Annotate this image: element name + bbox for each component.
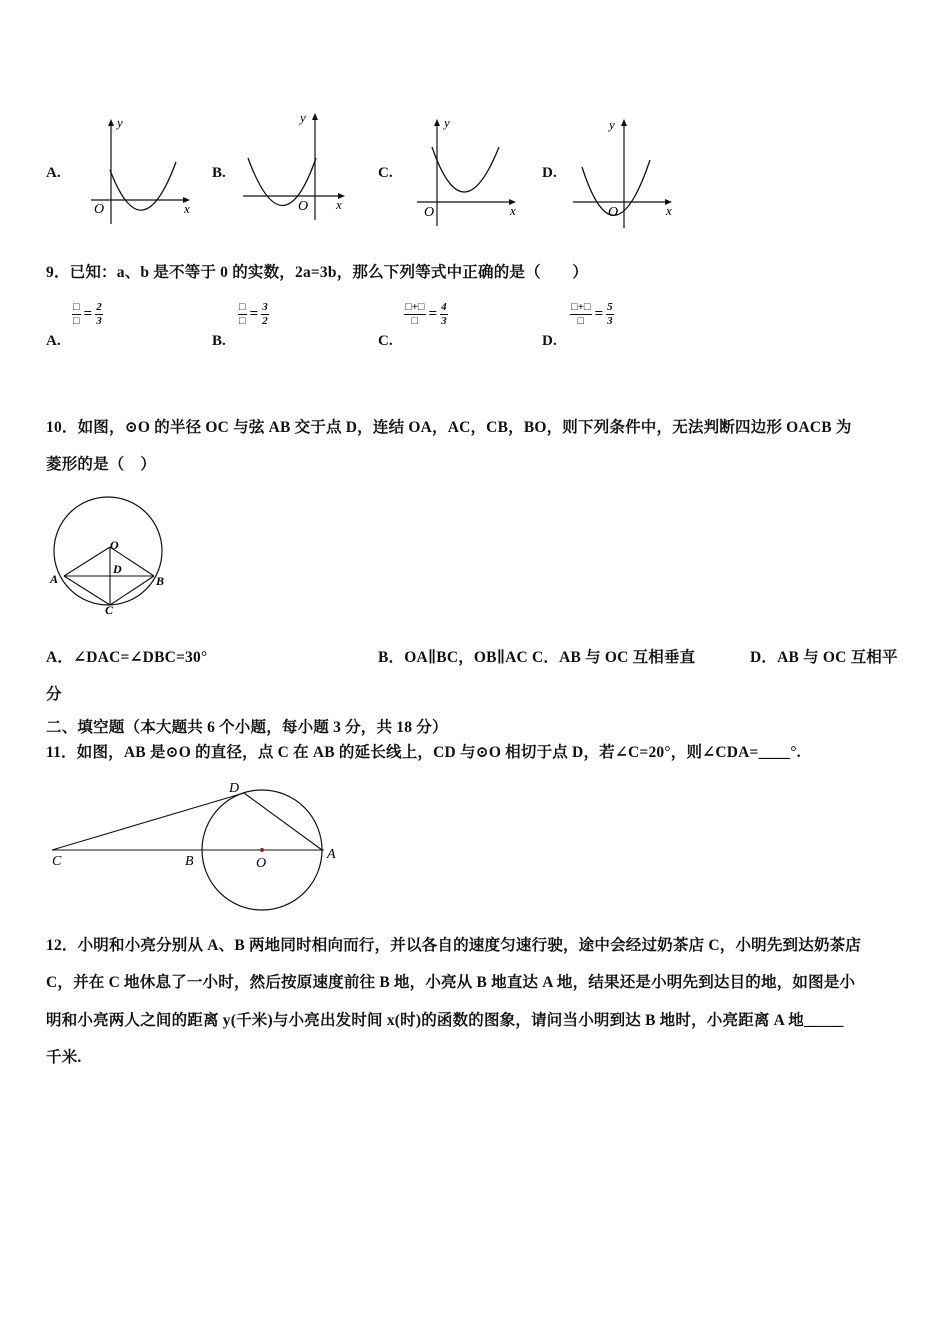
q9-option-c-label: C. <box>378 333 393 349</box>
q8-option-c-graph <box>412 112 524 230</box>
axis-y-label: y <box>444 115 450 130</box>
origin-label: O <box>608 205 619 220</box>
origin-label: O <box>94 202 105 217</box>
q8-option-b-label: B. <box>212 165 226 181</box>
q9-stem: 9．已知：a、b 是不等于 0 的实数，2a=3b，那么下列等式中正确的是（ ） <box>46 264 588 281</box>
q8-option-c-label: C. <box>378 165 393 181</box>
axis-y-label: y <box>117 115 123 130</box>
q8-option-d-label: D. <box>542 165 557 181</box>
q9-option-d-equation: □+□ □ = $\frac{5}{3}$ <box>571 301 613 327</box>
q10-option-d: D．AB 与 OC 互相平 <box>750 649 898 666</box>
q9-option-a-equation: □ □ = $\frac{2}{3}$ <box>73 301 102 327</box>
axis-x-label: x <box>184 201 190 216</box>
q9-option-a-label: A. <box>46 333 61 349</box>
axis-y-label: y <box>609 117 615 132</box>
axis-x-label: x <box>336 197 342 212</box>
q11-stem: 11．如图，AB 是⊙O 的直径，点 C 在 AB 的延长线上，CD 与⊙O 相切于点 D，若∠C=20°，则∠CDA=____°. <box>46 744 801 761</box>
q8-option-d-graph <box>568 112 680 230</box>
q9-option-b-equation: □ □ = $\frac{3}{2}$ <box>239 301 268 327</box>
section-heading: 二、填空题（本大题共 6 个小题，每小题 3 分，共 18 分） <box>46 719 448 736</box>
lhs-denominator: □ <box>577 315 585 327</box>
q10-option-d-continued: 分 <box>46 686 62 703</box>
axis-x-label: x <box>510 203 516 218</box>
q11-figure <box>40 772 350 917</box>
q8-option-b-graph <box>238 108 350 226</box>
point-c-label: C <box>105 603 114 617</box>
rhs-numerator: 4 <box>441 301 447 313</box>
rhs-denominator: 3 <box>96 315 102 327</box>
q10-option-a: A．∠DAC=∠DBC=30° <box>46 649 208 666</box>
lhs-numerator: □ <box>73 301 80 313</box>
point-a-label: A <box>327 847 336 862</box>
axis-x-label: x <box>666 203 672 218</box>
q12-line3: 明和小亮两人之间的距离 y(千米)与小亮出发时间 x(时)的函数的图象，请问当小明到达 B 地时，小亮距离 A 地_____ <box>46 1012 844 1029</box>
q10-figure <box>40 490 180 620</box>
rhs-numerator: 3 <box>262 301 268 313</box>
q12-line4: 千米. <box>46 1049 82 1066</box>
point-o-label: O <box>110 538 119 552</box>
q8-option-a-graph <box>86 112 198 230</box>
rhs-denominator: 3 <box>607 315 613 327</box>
point-d-label: D <box>229 781 240 796</box>
point-c-label: C <box>52 854 62 869</box>
lhs-denominator: □ <box>411 315 419 327</box>
q8-option-a-label: A. <box>46 165 61 181</box>
q10-option-bc: B．OA∥BC，OB∥AC C．AB 与 OC 互相垂直 <box>378 649 696 666</box>
lhs-numerator: □ <box>239 301 246 313</box>
rhs-numerator: 2 <box>96 301 102 313</box>
rhs-denominator: 2 <box>262 315 268 327</box>
point-d-label: D <box>113 562 122 576</box>
point-a-label: A <box>50 572 59 586</box>
origin-label: O <box>298 199 309 214</box>
q12-line1: 12．小明和小亮分别从 A、B 两地同时相向而行，并以各自的速度匀速行驶，途中会经过奶茶店 C，小明先到达奶茶店 <box>46 937 862 954</box>
origin-label: O <box>424 205 435 220</box>
q12-line2: C，并在 C 地休息了一小时，然后按原速度前往 B 地，小亮从 B 地直达 A 地，结果还是小明先到达目的地，如图是小 <box>46 974 856 991</box>
q10-stem-line1: 10．如图，⊙O 的半径 OC 与弦 AB 交于点 D，连结 OA，AC，CB，BO，则下列条件中，无法判断四边形 OACB 为 <box>46 419 852 436</box>
axis-y-label: y <box>300 110 306 125</box>
rhs-denominator: 3 <box>441 315 447 327</box>
lhs-numerator: □+□ <box>571 301 591 313</box>
q9-option-d-label: D. <box>542 333 557 349</box>
point-b-label: B <box>185 854 194 869</box>
q9-option-b-label: B. <box>212 333 226 349</box>
q9-option-c-equation: □+□ □ = $\frac{4}{3}$ <box>405 301 447 327</box>
point-b-label: B <box>156 574 165 588</box>
point-o-label: O <box>256 856 267 871</box>
rhs-numerator: 5 <box>607 301 613 313</box>
q10-stem-line2: 菱形的是（ ） <box>46 456 156 473</box>
lhs-denominator: □ <box>239 315 246 327</box>
lhs-numerator: □+□ <box>405 301 425 313</box>
lhs-denominator: □ <box>73 315 80 327</box>
